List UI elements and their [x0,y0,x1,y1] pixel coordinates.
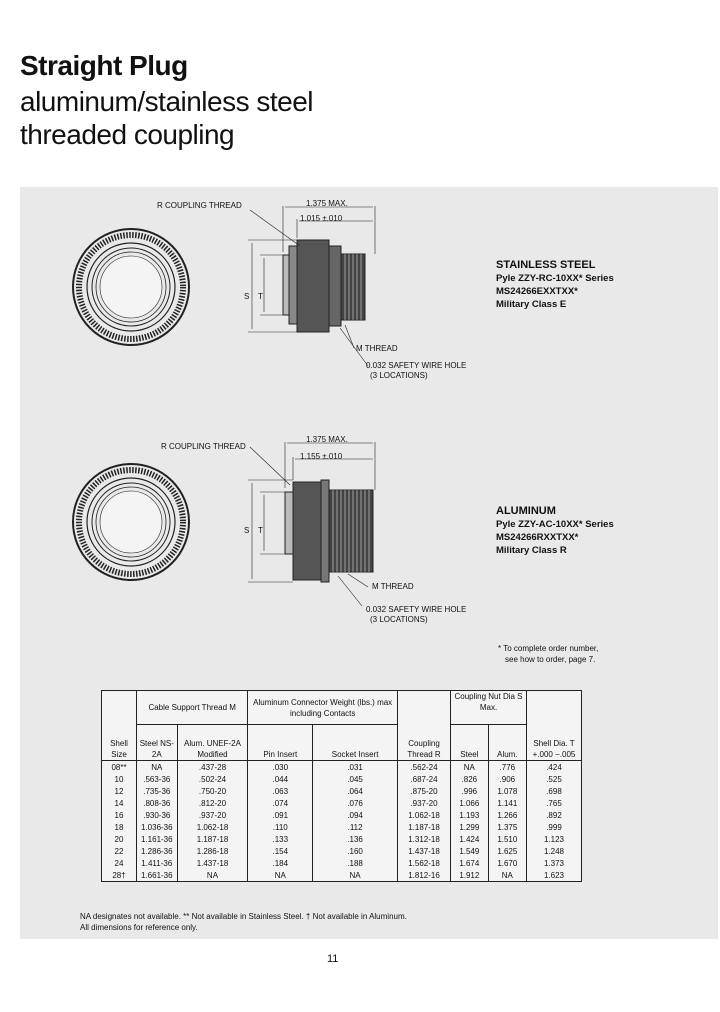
table-cell: .184 [248,857,313,869]
table-cell: .110 [248,821,313,833]
end-view-bottom [73,464,189,580]
table-cell: 1.161-36 [137,833,178,845]
table-cell: 1.062-18 [177,821,248,833]
table-cell: .826 [451,773,489,785]
table-cell: 1.424 [451,833,489,845]
table-cell: .076 [313,797,398,809]
col-shell-size: Shell Size [102,691,137,761]
top-safety-hole-locations: (3 LOCATIONS) [370,371,428,380]
table-cell: 16 [102,809,137,821]
order-note-line1: * To complete order number, [498,644,599,653]
table-cell: NA [177,869,248,882]
table-cell: .030 [248,761,313,774]
table-cell: .999 [527,821,582,833]
group-weight: Aluminum Connector Weight (lbs.) max including Contacts [248,691,398,725]
stainless-heading: STAINLESS STEEL [496,259,596,271]
table-row [102,761,582,774]
table-cell: .563-36 [137,773,178,785]
table-cell: .091 [248,809,313,821]
table-cell: 1.625 [488,845,526,857]
spec-table-body [102,761,582,882]
table-row [102,809,582,821]
table-cell: 1.510 [488,833,526,845]
table-cell: .094 [313,809,398,821]
table-row [102,773,582,785]
table-cell: .698 [527,785,582,797]
table-cell: .937-20 [177,809,248,821]
table-cell: 1.193 [451,809,489,821]
table-cell: .930-36 [137,809,178,821]
table-cell: 1.299 [451,821,489,833]
stainless-series-line: Pyle ZZY-RC-10XX* Series [496,273,614,284]
bottom-coupling-thread-label: R COUPLING THREAD [161,442,246,451]
table-cell: NA [248,869,313,882]
group-coupling-nut: Coupling Nut Dia S Max. [451,691,527,725]
table-cell: 24 [102,857,137,869]
table-cell: .074 [248,797,313,809]
bottom-max-length-label: 1.375 MAX. [306,435,348,444]
table-cell: 1.912 [451,869,489,882]
table-cell: NA [488,869,526,882]
stainless-series-block [496,259,614,311]
table-cell: 14 [102,797,137,809]
table-cell: 1.286-18 [177,845,248,857]
col-nut-steel: Steel [451,725,489,761]
table-cell: .136 [313,833,398,845]
bottom-safety-hole-label: 0.032 SAFETY WIRE HOLE [366,605,467,614]
end-view-top [73,229,189,345]
table-cell: 1.141 [488,797,526,809]
table-cell: 12 [102,785,137,797]
group-cable-support: Cable Support Thread M [137,691,248,725]
aluminum-series-block [496,505,614,557]
col-alum-unef: Alum. UNEF-2A Modified [177,725,248,761]
table-cell: .031 [313,761,398,774]
table-cell: .906 [488,773,526,785]
bottom-safety-hole-locations: (3 LOCATIONS) [370,615,428,624]
table-cell: .112 [313,821,398,833]
table-cell: .892 [527,809,582,821]
table-cell: 28† [102,869,137,882]
table-cell: 1.437-18 [177,857,248,869]
table-cell: .735-36 [137,785,178,797]
table-cell: .750-20 [177,785,248,797]
table-cell: 1.674 [451,857,489,869]
table-cell: NA [137,761,178,774]
table-cell: .875-20 [398,785,451,797]
table-row [102,857,582,869]
top-m-thread-label: M THREAD [356,344,398,353]
col-steel-ns: Steel NS-2A [137,725,178,761]
order-note-line2: see how to order, page 7. [505,655,596,664]
table-cell: NA [313,869,398,882]
table-cell: .687-24 [398,773,451,785]
table-cell: 1.411-36 [137,857,178,869]
table-cell: .525 [527,773,582,785]
top-safety-hole-label: 0.032 SAFETY WIRE HOLE [366,361,467,370]
top-s-dim: S [244,292,250,301]
table-cell: .064 [313,785,398,797]
table-cell: 1.062-18 [398,809,451,821]
table-cell: .437-28 [177,761,248,774]
table-cell: 1.623 [527,869,582,882]
table-cell: 1.312-18 [398,833,451,845]
table-cell: .063 [248,785,313,797]
table-cell: 1.812-16 [398,869,451,882]
table-cell: 1.248 [527,845,582,857]
stainless-ms-number: MS24266EXXTXX* [496,286,578,297]
col-socket-insert: Socket Insert [313,725,398,761]
page-subtitle-line2: threaded coupling [20,119,235,150]
top-t-dim: T [258,292,263,301]
table-cell: 08** [102,761,137,774]
bottom-t-dim: T [258,526,263,535]
table-cell: 1.375 [488,821,526,833]
table-cell: .562-24 [398,761,451,774]
table-cell: 1.078 [488,785,526,797]
top-max-length-label: 1.375 MAX. [306,199,348,208]
table-cell: 1.670 [488,857,526,869]
table-cell: 1.286-36 [137,845,178,857]
table-cell: .812-20 [177,797,248,809]
side-view-bottom [248,442,375,606]
table-cell: 1.066 [451,797,489,809]
table-cell: 1.661-36 [137,869,178,882]
footnote-line2: All dimensions for reference only. [80,923,198,932]
table-cell: 1.036-36 [137,821,178,833]
order-note [498,643,598,665]
table-cell: .424 [527,761,582,774]
table-cell: .133 [248,833,313,845]
aluminum-series-line: Pyle ZZY-AC-10XX* Series [496,519,614,530]
table-cell: NA [451,761,489,774]
table-cell: 1.373 [527,857,582,869]
col-coupling-thread: Coupling Thread R [398,691,451,761]
col-nut-alum: Alum. [488,725,526,761]
footnote-line1: NA designates not available. ** Not available in Stainless Steel. † Not available in Aluminum. [80,912,407,921]
bottom-m-thread-label: M THREAD [372,582,414,591]
table-cell: .154 [248,845,313,857]
table-cell: 1.187-18 [398,821,451,833]
stainless-military-class: Military Class E [496,299,567,310]
table-row [102,785,582,797]
table-cell: .808-36 [137,797,178,809]
col-shell-dia: Shell Dia. T +.000 −.005 [527,691,582,761]
table-row [102,797,582,809]
table-cell: 1.549 [451,845,489,857]
table-cell: .765 [527,797,582,809]
aluminum-ms-number: MS24266RXXTXX* [496,532,579,543]
table-cell: .502-24 [177,773,248,785]
bottom-length-dim-label: 1.155 ±.010 [300,452,343,461]
table-row [102,845,582,857]
side-view-top [248,206,375,366]
aluminum-military-class: Military Class R [496,545,567,556]
table-cell: 1.266 [488,809,526,821]
table-cell: 1.437-18 [398,845,451,857]
col-pin-insert: Pin Insert [248,725,313,761]
table-cell: .160 [313,845,398,857]
table-cell: 18 [102,821,137,833]
table-cell: .776 [488,761,526,774]
page-subtitle-line1: aluminum/stainless steel [20,86,314,117]
table-row [102,833,582,845]
bottom-s-dim: S [244,526,250,535]
top-length-dim-label: 1.015 ±.010 [300,214,343,223]
page-title: Straight Plug [20,50,188,81]
table-row [102,869,582,882]
table-cell: .188 [313,857,398,869]
table-cell: .045 [313,773,398,785]
aluminum-heading: ALUMINUM [496,505,556,517]
page-number: 11 [327,953,339,965]
top-coupling-thread-label: R COUPLING THREAD [157,201,242,210]
table-cell: .044 [248,773,313,785]
table-row [102,821,582,833]
table-cell: .937-20 [398,797,451,809]
table-cell: 1.187-18 [177,833,248,845]
table-cell: 22 [102,845,137,857]
table-cell: 1.562-18 [398,857,451,869]
table-cell: 1.123 [527,833,582,845]
table-cell: .996 [451,785,489,797]
spec-table [101,690,582,882]
table-cell: 20 [102,833,137,845]
table-cell: 10 [102,773,137,785]
